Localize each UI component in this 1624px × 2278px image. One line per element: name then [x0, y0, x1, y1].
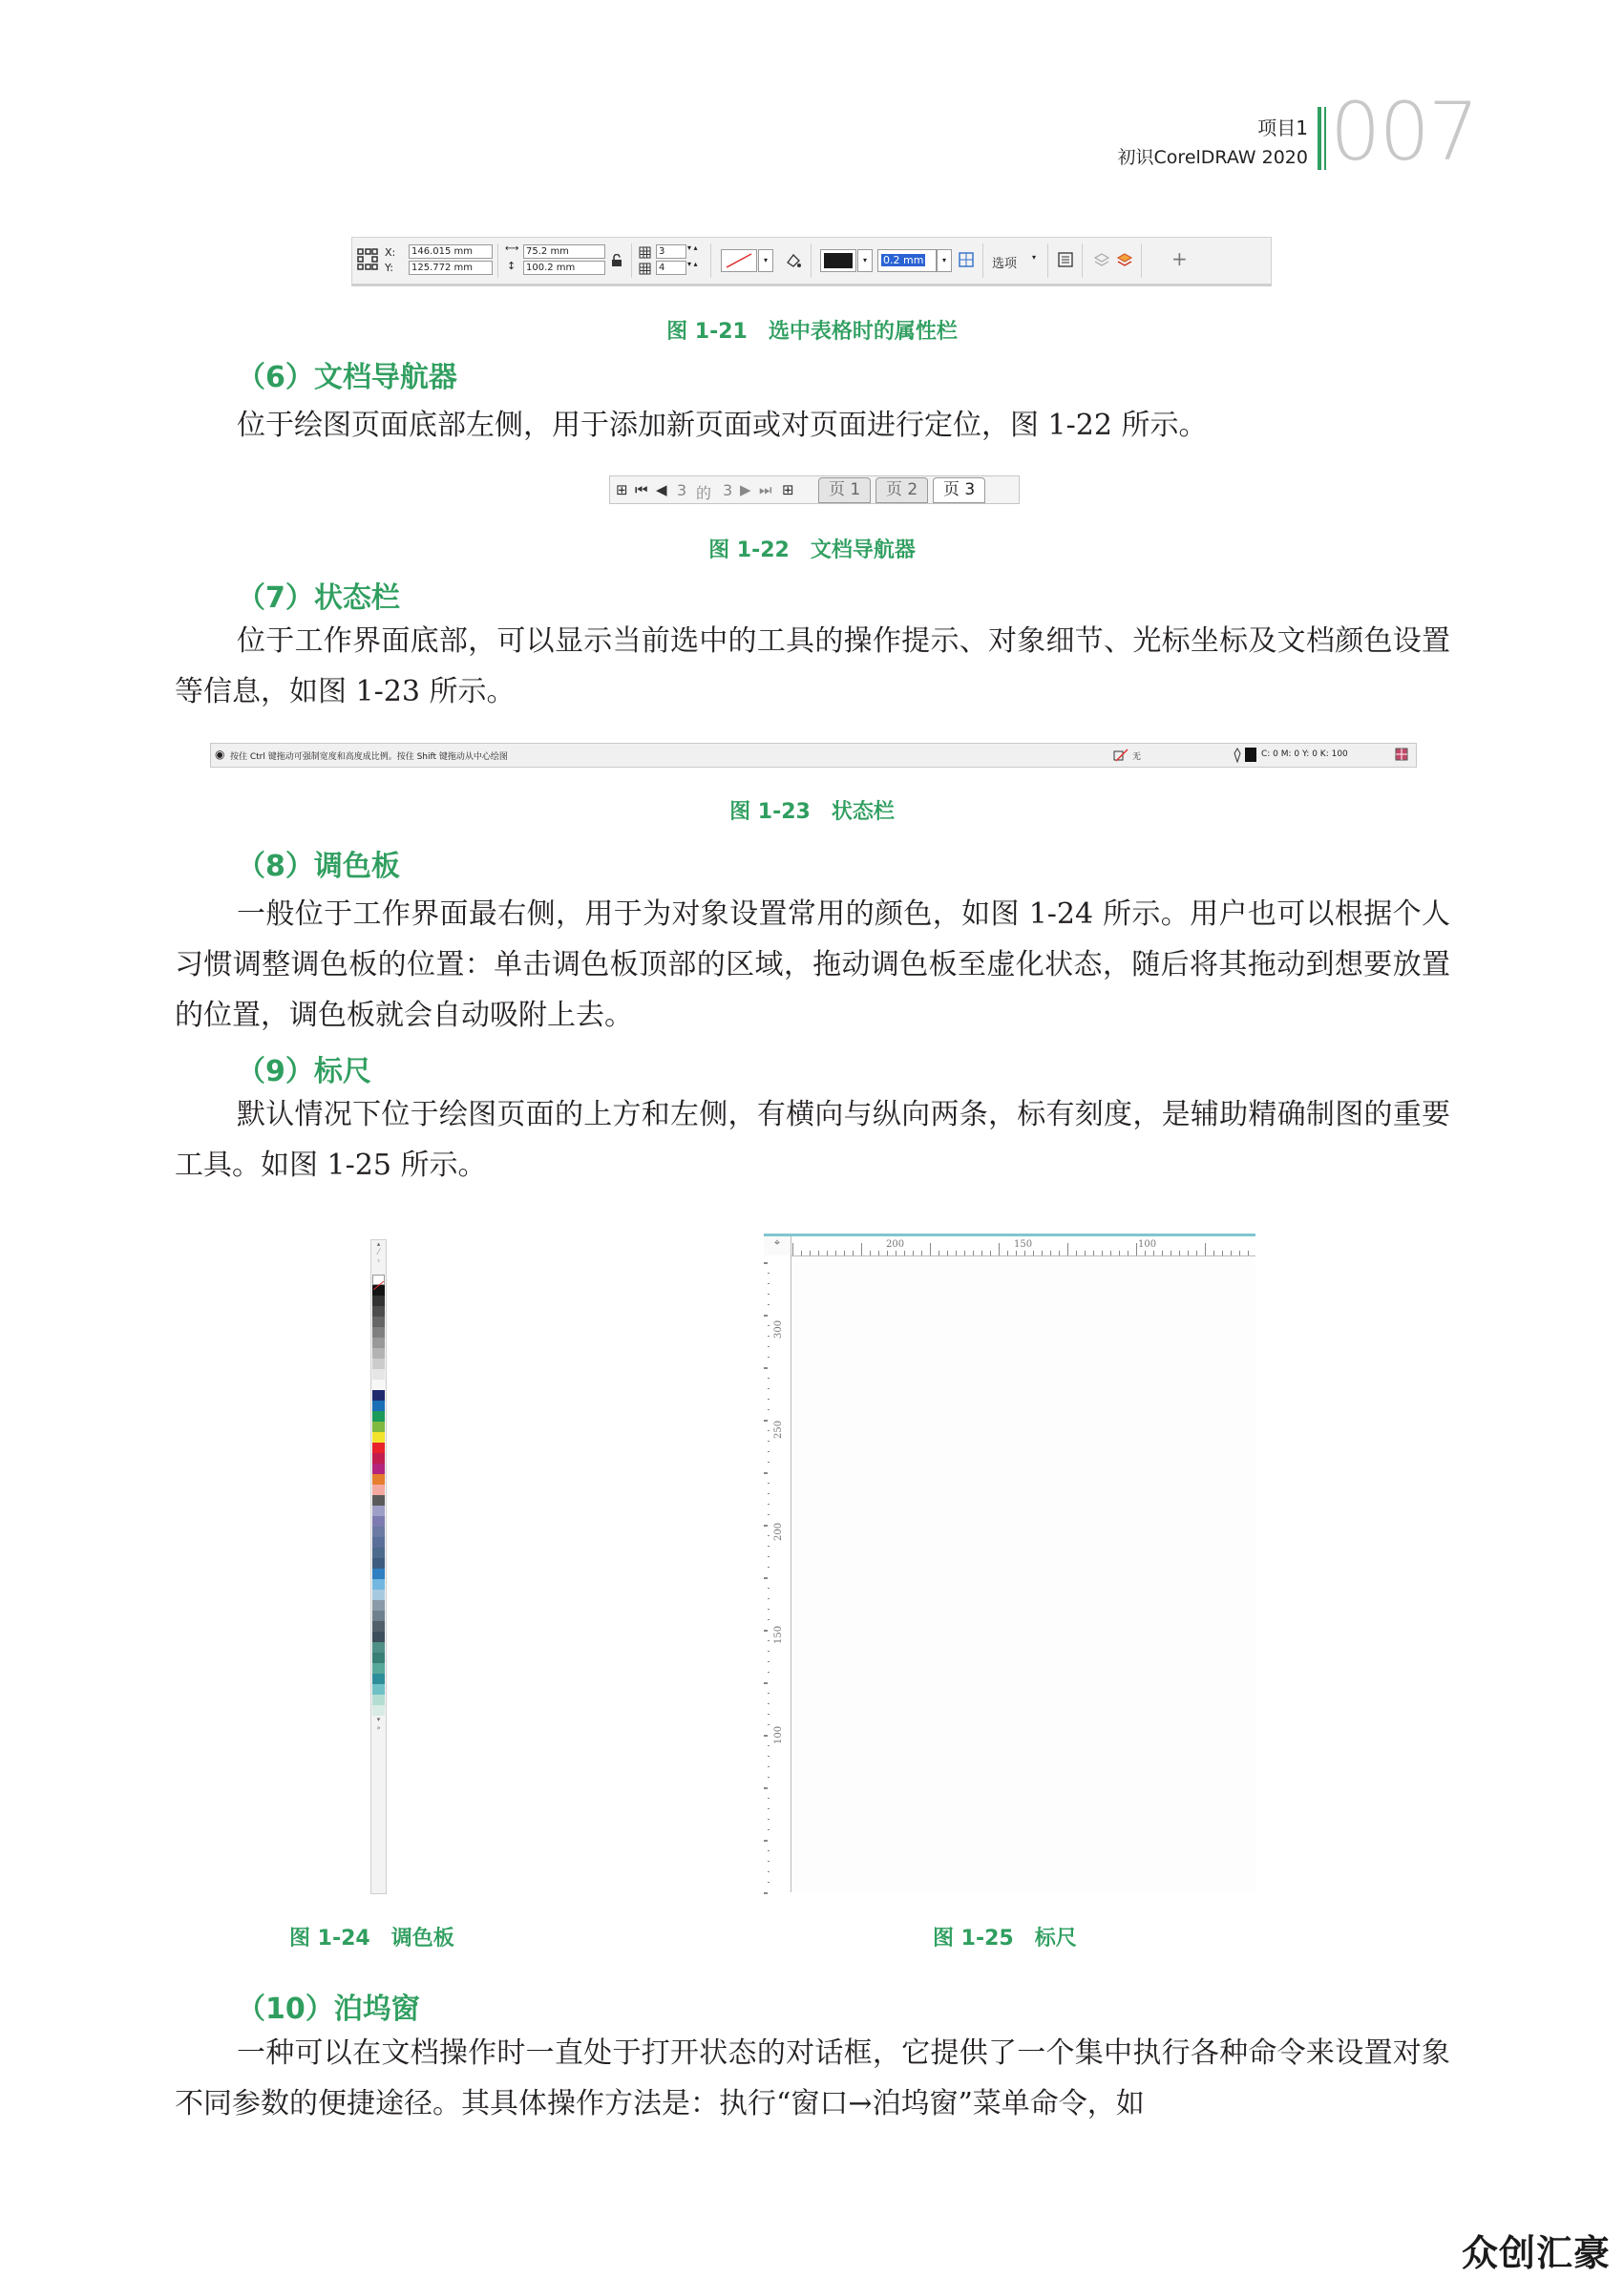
- vertical-ruler-label: 100: [773, 1725, 784, 1744]
- ruler-tick: [764, 1892, 768, 1894]
- ruler-tick: [768, 1672, 770, 1673]
- palette-scroll-down-icon[interactable]: ▾: [376, 1716, 381, 1723]
- ruler-tick: [768, 1399, 770, 1400]
- ruler-tick: [981, 1251, 982, 1255]
- ruler-tick: [768, 1714, 770, 1715]
- color-palette: [370, 1239, 387, 1894]
- ruler-tick: [768, 1871, 770, 1872]
- palette-swatch[interactable]: [372, 1296, 385, 1306]
- ruler-tick: [1213, 1251, 1214, 1255]
- x-position-input[interactable]: 146.015 mm: [409, 244, 493, 259]
- section-10-paragraph: 一种可以在文档操作时一直处于打开状态的对话框，它提供了一个集中执行各种命令来设置对象不同参数的便捷途径。其具体操作方法是：执行“窗口→泊坞窗”菜单命令，如: [175, 2036, 1450, 2120]
- ruler-tick: [921, 1251, 922, 1255]
- ruler-tick: [768, 1651, 770, 1652]
- ruler-tick: [764, 1472, 768, 1474]
- ruler-tick: [1205, 1243, 1206, 1255]
- ruler-tick: [913, 1251, 914, 1255]
- ruler-tick: [870, 1251, 871, 1255]
- ruler-tick: [764, 1525, 768, 1527]
- header-divider-thin: [1324, 107, 1326, 170]
- palette-swatch[interactable]: [372, 1674, 385, 1684]
- ruler-tick: [768, 1535, 770, 1536]
- palette-swatch[interactable]: [372, 1359, 385, 1369]
- palette-swatch[interactable]: [372, 1548, 385, 1558]
- palette-swatch[interactable]: [372, 1705, 385, 1716]
- palette-swatch[interactable]: [372, 1422, 385, 1432]
- ruler-tick: [768, 1588, 770, 1589]
- outline-color-picker[interactable]: [820, 249, 856, 272]
- palette-swatch[interactable]: [372, 1317, 385, 1327]
- vertical-ruler-label: 300: [773, 1319, 784, 1339]
- palette-swatch[interactable]: [372, 1632, 385, 1642]
- ruler-tick: [768, 1598, 770, 1599]
- status-hint: 按住 Ctrl 键拖动可强制宽度和高度成比例。按住 Shift 键拖动从中心绘图: [230, 752, 508, 762]
- rows-input[interactable]: 3: [656, 244, 686, 259]
- palette-swatch[interactable]: [372, 1558, 385, 1569]
- total-pages: 3: [723, 481, 733, 499]
- ruler-tick: [768, 1409, 770, 1410]
- ruler-tick: [1050, 1251, 1051, 1255]
- ruler-tick: [764, 1420, 768, 1422]
- add-icon[interactable]: +: [1171, 247, 1188, 270]
- palette-eyedropper-icon[interactable]: ⁄: [377, 1248, 380, 1256]
- layer-back-icon[interactable]: [1116, 251, 1133, 272]
- ruler-tick: [1196, 1251, 1197, 1255]
- ruler-tick: [1239, 1251, 1240, 1255]
- horizontal-ruler[interactable]: [764, 1236, 1255, 1256]
- ruler-tick: [1076, 1251, 1077, 1255]
- ruler-tick: [768, 1798, 770, 1799]
- palette-swatch[interactable]: [372, 1695, 385, 1705]
- ruler-tick: [768, 1451, 770, 1452]
- ruler-tick: [853, 1251, 854, 1255]
- ruler-tick: [1153, 1251, 1154, 1255]
- ruler-tick: [764, 1735, 768, 1737]
- ruler-tick: [844, 1251, 845, 1255]
- palette-swatch[interactable]: [372, 1390, 385, 1401]
- ruler-tick: [768, 1378, 770, 1379]
- palette-swatch[interactable]: [372, 1621, 385, 1632]
- ruler-tick: [768, 1619, 770, 1620]
- section-6-paragraph: 位于绘图页面底部左侧，用于添加新页面或对页面进行定位，图 1-22 所示。: [237, 409, 1208, 442]
- previous-page-icon[interactable]: ◀: [656, 481, 667, 498]
- page-number: 007: [1330, 85, 1478, 179]
- ruler-tick: [1016, 1251, 1017, 1255]
- outline-color-swatch: [1245, 748, 1256, 762]
- fill-status: 无: [1132, 752, 1142, 762]
- ruler-tick: [1033, 1251, 1034, 1255]
- ruler-tick: [768, 1882, 770, 1883]
- ruler-tick: [956, 1251, 957, 1255]
- palette-swatch[interactable]: [372, 1443, 385, 1453]
- ruler-tick: [768, 1546, 770, 1547]
- page-of-label: 的: [696, 484, 712, 502]
- palette-swatch[interactable]: [372, 1569, 385, 1579]
- ruler-tick: [768, 1273, 770, 1274]
- add-page-after-icon[interactable]: ⊞: [782, 481, 794, 498]
- header-subtitle: 初识CorelDRAW 2020: [1117, 147, 1308, 168]
- ruler-tick: [768, 1441, 770, 1442]
- palette-swatch[interactable]: [372, 1432, 385, 1443]
- page-tab-2[interactable]: 页 2: [875, 477, 928, 503]
- palette-swatch[interactable]: [372, 1684, 385, 1695]
- text-wrap-icon[interactable]: [1057, 251, 1074, 272]
- palette-swatch[interactable]: [372, 1653, 385, 1663]
- ruler-tick: [764, 1787, 768, 1789]
- ruler-tick: [1067, 1243, 1068, 1255]
- ruler-tick: [1231, 1251, 1232, 1255]
- ruler-tick: [768, 1388, 770, 1389]
- ruler-tick: [764, 1682, 768, 1684]
- ruler-tick: [792, 1243, 793, 1255]
- ruler-tick: [764, 1577, 768, 1579]
- height-input[interactable]: 100.2 mm: [523, 261, 605, 275]
- y-label: Y:: [385, 262, 393, 274]
- figure-caption-1-25: 图 1-25 标尺: [933, 1927, 1077, 1951]
- ruler-tick: [964, 1251, 965, 1255]
- ruler-tick: [768, 1745, 770, 1746]
- x-label: X:: [385, 246, 396, 259]
- figure-caption-1-24: 图 1-24 调色板: [289, 1927, 454, 1951]
- section-10-heading: （10）泊坞窗: [237, 1993, 420, 2026]
- fill-none-icon[interactable]: [1113, 748, 1128, 766]
- ruler-tick: [768, 1766, 770, 1767]
- outline-width-select[interactable]: [877, 249, 937, 272]
- palette-swatch[interactable]: [372, 1506, 385, 1516]
- current-page-number: 3: [677, 481, 687, 499]
- section-8-heading: （8）调色板: [237, 850, 400, 883]
- ruler-tick: [801, 1251, 802, 1255]
- palette-swatch[interactable]: [372, 1527, 385, 1537]
- ruler-tick: [768, 1462, 770, 1463]
- palette-swatch[interactable]: [372, 1338, 385, 1348]
- ruler-tick: [930, 1243, 931, 1255]
- rulers: [764, 1234, 1255, 1892]
- chevron-down-icon[interactable]: ▾: [758, 249, 773, 272]
- ruler-tick: [1059, 1251, 1060, 1255]
- ruler-tick: [1110, 1251, 1111, 1255]
- ruler-tick: [764, 1367, 768, 1369]
- ruler-tick: [990, 1251, 991, 1255]
- chevron-down-icon[interactable]: ▾: [937, 249, 952, 272]
- ruler-tick: [768, 1661, 770, 1662]
- edit-fill-icon[interactable]: [785, 251, 802, 272]
- ruler-tick: [904, 1251, 905, 1255]
- background-color-picker[interactable]: [721, 249, 757, 272]
- section-7-paragraph: 位于工作界面底部，可以显示当前选中的工具的操作提示、对象细节、光标坐标及文档颜色设置等信息，如图 1-23 所示。: [175, 624, 1450, 708]
- last-page-icon[interactable]: ⏭: [759, 481, 772, 498]
- palette-swatch[interactable]: [372, 1411, 385, 1422]
- ruler-tick: [1007, 1251, 1008, 1255]
- drawing-canvas[interactable]: [791, 1256, 1255, 1892]
- palette-options-icon[interactable]: ›: [376, 1256, 381, 1265]
- watermark: 众创汇豪: [1461, 2232, 1611, 2274]
- section-7-heading: （7）状态栏: [237, 581, 400, 615]
- ruler-tick: [1222, 1251, 1223, 1255]
- ruler-tick: [768, 1357, 770, 1358]
- chevron-down-icon[interactable]: ▾: [857, 249, 873, 272]
- ruler-tick: [764, 1262, 768, 1264]
- next-page-icon[interactable]: ▶: [740, 481, 751, 498]
- palette-swatch[interactable]: [372, 1306, 385, 1317]
- palette-swatches: [371, 1285, 386, 1716]
- layer-front-icon[interactable]: [1093, 251, 1110, 272]
- columns-icon: [639, 261, 651, 279]
- ruler-tick: [999, 1243, 1000, 1255]
- palette-swatch[interactable]: [372, 1600, 385, 1611]
- ruler-tick: [768, 1829, 770, 1830]
- ruler-tick: [768, 1493, 770, 1494]
- vertical-ruler-label: 250: [773, 1420, 784, 1439]
- ruler-tick: [1119, 1251, 1120, 1255]
- vertical-ruler-label: 200: [773, 1522, 784, 1541]
- palette-expand-icon[interactable]: »: [376, 1724, 381, 1732]
- outline-pen-icon[interactable]: [1233, 748, 1242, 766]
- ruler-tick: [768, 1430, 770, 1431]
- border-select-icon[interactable]: [958, 251, 975, 272]
- ruler-tick: [1102, 1251, 1103, 1255]
- ruler-tick: [764, 1315, 768, 1317]
- ruler-tick: [768, 1304, 770, 1305]
- info-icon: ◉: [215, 748, 225, 761]
- ruler-tick: [764, 1630, 768, 1632]
- ruler-tick: [1162, 1251, 1163, 1255]
- ruler-tick: [1188, 1251, 1189, 1255]
- ruler-tick: [835, 1251, 836, 1255]
- vertical-ruler-label: 150: [773, 1625, 784, 1644]
- ruler-tick: [818, 1251, 819, 1255]
- ruler-tick: [764, 1840, 768, 1842]
- ruler-tick: [768, 1819, 770, 1820]
- options-button[interactable]: 选项: [992, 257, 1018, 271]
- ruler-tick: [768, 1724, 770, 1725]
- header-divider: [1318, 107, 1321, 170]
- ruler-tick: [768, 1346, 770, 1347]
- ruler-tick: [1085, 1251, 1086, 1255]
- ruler-tick: [810, 1251, 811, 1255]
- object-origin-icon[interactable]: [356, 246, 379, 273]
- ruler-tick: [1248, 1251, 1249, 1255]
- ruler-tick: [1024, 1251, 1025, 1255]
- section-8-paragraph: 一般位于工作界面最右侧，用于为对象设置常用的颜色，如图 1-24 所示。用户也可以根据个人习惯调整调色板的位置：单击调色板顶部的区域，拖动调色板至虚化状态，随后将其拖动到想要放置的位置，调色板就会自动吸附上去。: [175, 897, 1450, 1032]
- document-navigator: [609, 475, 1020, 504]
- ruler-tick: [768, 1504, 770, 1505]
- palette-tools: [371, 1248, 386, 1275]
- ruler-tick: [768, 1556, 770, 1557]
- palette-swatch[interactable]: [372, 1579, 385, 1590]
- width-input[interactable]: 75.2 mm: [523, 244, 605, 259]
- ruler-tick: [887, 1251, 888, 1255]
- status-bar: [210, 743, 1417, 768]
- page-tab-3[interactable]: 页 3: [933, 477, 985, 503]
- ruler-tick: [878, 1251, 879, 1255]
- columns-input[interactable]: 4: [656, 261, 686, 275]
- ruler-tick: [768, 1640, 770, 1641]
- palette-swatch[interactable]: [372, 1474, 385, 1485]
- ruler-tick: [1042, 1251, 1043, 1255]
- ruler-tick: [768, 1777, 770, 1778]
- ruler-tick: [861, 1243, 862, 1255]
- palette-swatch[interactable]: [372, 1401, 385, 1411]
- width-icon: ⟷: [505, 243, 519, 254]
- palette-swatch[interactable]: [372, 1348, 385, 1359]
- ruler-tick: [827, 1251, 828, 1255]
- outline-width-value: 0.2 mm: [883, 254, 924, 266]
- ruler-tick: [947, 1251, 948, 1255]
- ruler-tick: [768, 1283, 770, 1284]
- height-icon: ↕: [507, 260, 517, 272]
- horizontal-ruler-label: 150: [1014, 1239, 1033, 1250]
- rows-spinner-icon[interactable]: ▾ ▴: [687, 243, 698, 252]
- palette-swatch[interactable]: [372, 1537, 385, 1548]
- ruler-tick: [768, 1703, 770, 1704]
- palette-swatch[interactable]: [372, 1327, 385, 1338]
- palette-swatch[interactable]: [372, 1380, 385, 1390]
- figure-caption-1-21: 图 1-21 选中表格时的属性栏: [666, 320, 958, 344]
- page-tab-1[interactable]: 页 1: [818, 477, 871, 503]
- columns-spinner-icon[interactable]: ▾ ▴: [687, 260, 698, 268]
- header-project: 项目1: [1257, 116, 1308, 139]
- ruler-tick: [768, 1808, 770, 1809]
- palette-swatch[interactable]: [372, 1495, 385, 1506]
- ruler-tick: [1136, 1243, 1137, 1255]
- ruler-tick: [768, 1861, 770, 1862]
- chevron-down-icon[interactable]: ▾: [1032, 253, 1037, 262]
- palette-scroll-up-icon[interactable]: ▴: [376, 1240, 381, 1248]
- palette-swatch[interactable]: [372, 1464, 385, 1474]
- ruler-tick: [1093, 1251, 1094, 1255]
- ruler-tick: [768, 1336, 770, 1337]
- ruler-tick: [1179, 1251, 1180, 1255]
- ruler-tick: [1145, 1251, 1146, 1255]
- table-property-bar: [351, 237, 1272, 286]
- ruler-origin-icon[interactable]: ⌖: [764, 1236, 791, 1255]
- first-page-icon[interactable]: ⏮: [635, 481, 648, 498]
- ruler-tick: [768, 1483, 770, 1484]
- palette-swatch[interactable]: [372, 1642, 385, 1653]
- palette-swatch[interactable]: [372, 1590, 385, 1600]
- no-color-swatch[interactable]: [372, 1275, 385, 1285]
- palette-swatch[interactable]: [372, 1663, 385, 1674]
- ruler-tick: [768, 1609, 770, 1610]
- ruler-tick: [768, 1850, 770, 1851]
- section-6-heading: （6）文档导航器: [237, 361, 457, 394]
- ruler-tick: [768, 1756, 770, 1757]
- add-page-before-icon[interactable]: ⊞: [616, 481, 628, 498]
- horizontal-ruler-label: 100: [1138, 1239, 1157, 1250]
- palette-swatch[interactable]: [372, 1369, 385, 1380]
- ruler-tick: [973, 1251, 974, 1255]
- section-9-paragraph: 默认情况下位于绘图页面的上方和左侧，有横向与纵向两条，标有刻度，是辅助精确制图的重要工具。如图 1-25 所示。: [175, 1098, 1450, 1182]
- figure-caption-1-23: 图 1-23 状态栏: [729, 800, 895, 824]
- horizontal-ruler-label: 200: [886, 1239, 905, 1250]
- palette-swatch[interactable]: [372, 1516, 385, 1527]
- color-info: C: 0 M: 0 Y: 0 K: 100: [1261, 749, 1348, 759]
- palette-swatch[interactable]: [372, 1611, 385, 1621]
- lock-ratio-icon[interactable]: [611, 253, 622, 271]
- ruler-tick: [768, 1514, 770, 1515]
- palette-swatch[interactable]: [372, 1485, 385, 1495]
- section-9-heading: （9）标尺: [237, 1055, 371, 1088]
- color-settings-icon[interactable]: [1395, 748, 1408, 764]
- ruler-tick: [768, 1567, 770, 1568]
- y-position-input[interactable]: 125.772 mm: [409, 261, 493, 275]
- ruler-tick: [768, 1294, 770, 1295]
- figure-caption-1-22: 图 1-22 文档导航器: [708, 538, 916, 562]
- ruler-tick: [768, 1693, 770, 1694]
- ruler-tick: [768, 1325, 770, 1326]
- palette-swatch[interactable]: [372, 1453, 385, 1464]
